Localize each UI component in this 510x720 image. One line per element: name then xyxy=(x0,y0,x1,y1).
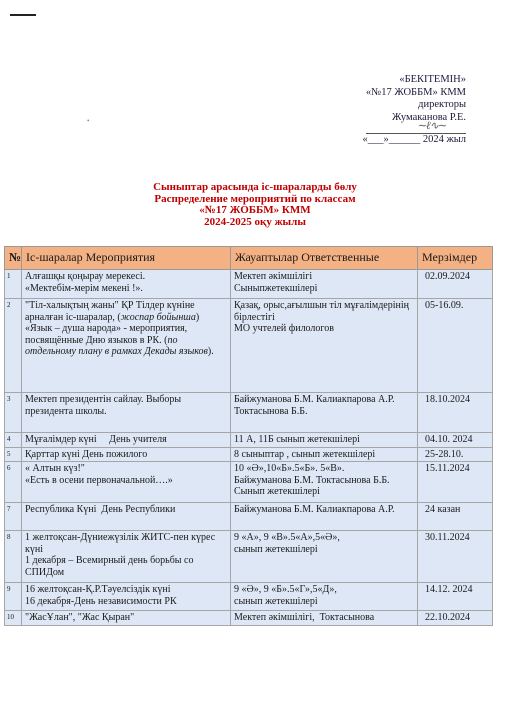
table-header-row xyxy=(5,247,493,270)
table-row xyxy=(5,462,493,503)
row-date: 04.10. 2024 xyxy=(418,433,493,448)
signature-scribble: ∼ℓ∿∼ xyxy=(417,119,446,132)
event-text: «Язык – душа народа» - мероприятия, посвящённые Дню языков в РК. ( xyxy=(25,323,188,346)
stray-dot: • xyxy=(87,117,90,125)
events-table xyxy=(4,246,493,626)
row-responsible xyxy=(231,503,418,531)
row-num: 6 xyxy=(5,462,22,503)
row-event xyxy=(22,299,231,393)
row-event xyxy=(22,462,231,503)
row-event xyxy=(22,583,231,611)
row-date: 22.10.2024 xyxy=(418,611,493,626)
resp-line: Байжуманова Б.М. Калиакпарова А.Р. xyxy=(234,394,395,405)
title-school: «№17 ЖОББМ» КММ xyxy=(199,204,311,216)
row-date: 02.09.2024 xyxy=(418,270,493,299)
resp-line: 10 «Ә»,10«Б».5«Б». 5«В». xyxy=(234,463,345,474)
row-date: 15.11.2024 xyxy=(418,462,493,503)
approval-date: «___»______ 2024 жыл xyxy=(362,134,466,145)
document-title xyxy=(0,182,510,228)
resp-line: 9 «Ә», 9 «Б».5«Г»,5«Д», xyxy=(234,584,337,595)
resp-line: Сыныпжетекшілері xyxy=(234,282,318,294)
row-date: 14.12. 2024 xyxy=(418,583,493,611)
row-date: 24 казан xyxy=(418,503,493,531)
header-num: № xyxy=(5,247,22,270)
top-dash-mark xyxy=(10,14,36,16)
row-num: 8 xyxy=(5,531,22,583)
row-num: 1 xyxy=(5,270,22,299)
row-date: 05-16.09. xyxy=(418,299,493,393)
row-num: 10 xyxy=(5,611,22,626)
table-row xyxy=(5,393,493,433)
resp-line: сынып жетекшілері xyxy=(234,543,318,555)
event-line: Республика Күні День Республики xyxy=(25,504,176,515)
event-line: "ЖасҰлан", "Жас Қыран" xyxy=(25,612,135,623)
table-row xyxy=(5,447,493,462)
approval-director-name: Жумаканова Р.Е. xyxy=(391,111,466,123)
row-responsible xyxy=(231,393,418,433)
resp-line: 8 сыныптар , сынып жетекшілері xyxy=(234,448,376,460)
event-line: «Мектебім-мерім мекені !». xyxy=(25,282,143,294)
event-line: 1 декабря – Всемирный день борьбы со СПИДом xyxy=(25,555,194,578)
table-row xyxy=(5,270,493,299)
resp-line: Мектеп әкімшілігі, Токтасынова xyxy=(234,612,375,623)
row-event xyxy=(22,433,231,448)
event-line: Қарттар күні День пожилого xyxy=(25,448,148,460)
event-text-italic: жоспар бойынша xyxy=(120,311,196,323)
header-responsible: Жауаптылар Ответственные xyxy=(231,247,418,270)
header-event: Іс-шаралар Мероприятия xyxy=(22,247,231,270)
row-num: 5 xyxy=(5,447,22,462)
row-responsible xyxy=(231,433,418,448)
row-responsible xyxy=(231,611,418,626)
resp-line: Мектеп әкімшілігі xyxy=(234,271,313,282)
table-row xyxy=(5,503,493,531)
resp-line: 9 «А», 9 «В».5«А»,5«Ә», xyxy=(234,532,340,543)
row-date: 25-28.10. xyxy=(418,447,493,462)
row-event xyxy=(22,531,231,583)
event-text: ) xyxy=(195,311,200,323)
approval-position: директоры xyxy=(418,99,466,110)
event-line: Мектеп президентін сайлау. Выборы президента школы. xyxy=(25,394,182,417)
row-event xyxy=(22,447,231,462)
row-responsible xyxy=(231,462,418,503)
row-num: 3 xyxy=(5,393,22,433)
event-text: ). xyxy=(207,346,214,357)
event-line: « Алтын күз!" xyxy=(25,463,85,474)
header-date: Мерзімдер xyxy=(418,247,493,270)
event-line: «Есть в осени первоначальной….» xyxy=(25,474,173,486)
event-line: 16 желтоқсан-Қ.Р.Тәуелсіздік күні xyxy=(25,584,171,595)
resp-line: сынып жетекшілері xyxy=(234,595,318,607)
event-line: Алғашқы қоңырау мерекесі. xyxy=(25,271,146,282)
row-responsible xyxy=(231,270,418,299)
resp-line: 11 А, 11Б сынып жетекшілері xyxy=(234,434,360,445)
resp-line: Қазақ, орыс,ағылшын тіл мұғалімдерінің бірлестігі xyxy=(234,300,410,323)
row-date: 18.10.2024 xyxy=(418,393,493,433)
event-line: 16 декабря-День независимости РК xyxy=(25,595,177,607)
row-num: 9 xyxy=(5,583,22,611)
table-row xyxy=(5,531,493,583)
row-responsible xyxy=(231,299,418,393)
row-responsible xyxy=(231,447,418,462)
resp-line: Байжуманова Б.М. Токтасынова Б.Б. Сынып жетекшілері xyxy=(234,474,390,497)
event-line: Мұғалімдер күні День учителя xyxy=(25,434,167,445)
event-text-italic: по отдельному плану в рамках Декады языков xyxy=(25,334,208,357)
row-num: 4 xyxy=(5,433,22,448)
approval-stamp-block xyxy=(276,74,466,147)
row-date: 30.11.2024 xyxy=(418,531,493,583)
table-row xyxy=(5,299,493,393)
row-event xyxy=(22,270,231,299)
resp-line: Токтасынова Б.Б. xyxy=(234,405,308,417)
table-row xyxy=(5,433,493,448)
event-line: 1 желтоқсан-Дүниежүзілік ЖИТС-пен күрес күні xyxy=(25,532,216,555)
row-responsible xyxy=(231,531,418,583)
row-event xyxy=(22,393,231,433)
title-line-kz: Сыныптар арасында іс-шараларды бөлу xyxy=(153,181,357,193)
row-event xyxy=(22,611,231,626)
event-text: "Тіл-халықтың жаны" ҚР Тілдер күніне арналған іс-шаралар, ( xyxy=(25,300,195,323)
title-line-ru: Распределение мероприятий по классам xyxy=(154,192,356,205)
approval-school: «№17 ЖОББМ» КММ xyxy=(365,86,466,98)
title-year: 2024-2025 оқу жылы xyxy=(204,215,306,228)
row-num: 2 xyxy=(5,299,22,393)
row-event xyxy=(22,503,231,531)
table-row xyxy=(5,611,493,626)
row-responsible xyxy=(231,583,418,611)
approval-heading: «БЕКІТЕМІН» xyxy=(399,74,466,85)
table-row xyxy=(5,583,493,611)
resp-line: Байжуманова Б.М. Калиакпарова А.Р. xyxy=(234,504,395,515)
resp-line: МО учтелей филологов xyxy=(234,323,334,334)
row-num: 7 xyxy=(5,503,22,531)
signature-line xyxy=(366,119,466,134)
